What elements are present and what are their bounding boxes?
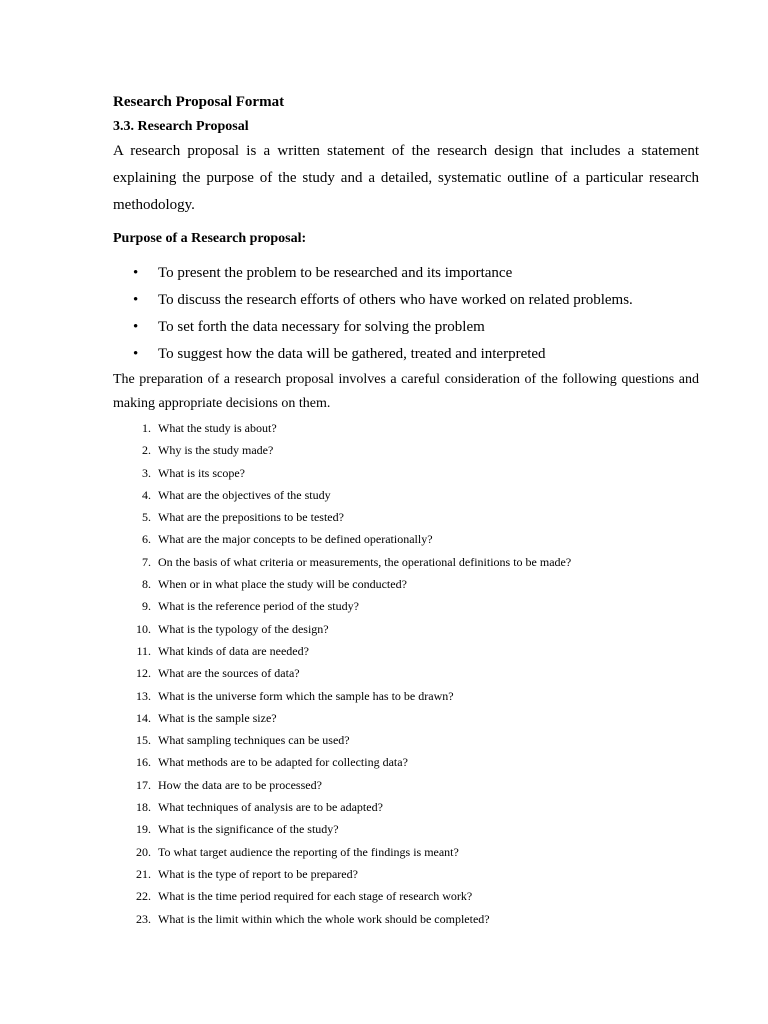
question-number: 12. xyxy=(136,666,151,681)
purpose-text: To present the problem to be researched and its importance xyxy=(158,265,513,281)
questions-list xyxy=(113,417,699,930)
list-item xyxy=(113,528,699,550)
question-text: Why is the study made? xyxy=(158,443,274,458)
list-item xyxy=(113,685,699,707)
list-item xyxy=(113,618,699,640)
question-number: 4. xyxy=(142,487,151,502)
question-number: 14. xyxy=(136,710,151,725)
list-item xyxy=(113,417,699,439)
question-number: 19. xyxy=(136,822,151,837)
list-item xyxy=(113,341,699,368)
list-item xyxy=(113,796,699,818)
purpose-list xyxy=(113,260,699,368)
question-text: What kinds of data are needed? xyxy=(158,643,309,658)
list-item xyxy=(113,863,699,885)
question-number: 9. xyxy=(142,599,151,614)
question-number: 16. xyxy=(136,755,151,770)
list-item xyxy=(113,462,699,484)
list-item xyxy=(113,314,699,341)
question-text: What are the sources of data? xyxy=(158,666,300,681)
question-text: What sampling techniques can be used? xyxy=(158,733,350,748)
purpose-text: To suggest how the data will be gathered, treated and interpreted xyxy=(158,346,546,362)
question-number: 11. xyxy=(136,643,151,658)
bullet-icon: • xyxy=(133,292,139,308)
list-item xyxy=(113,818,699,840)
question-text: When or in what place the study will be conducted? xyxy=(158,577,407,592)
question-number: 2. xyxy=(142,443,151,458)
question-text: What is its scope? xyxy=(158,465,245,480)
purpose-text: To discuss the research efforts of others who have worked on related problems. xyxy=(158,292,633,308)
list-item xyxy=(113,729,699,751)
question-number: 1. xyxy=(142,421,151,435)
question-number: 5. xyxy=(142,510,151,525)
question-text: What methods are to be adapted for collecting data? xyxy=(158,755,408,770)
list-item xyxy=(113,662,699,684)
question-text: On the basis of what criteria or measurements, the operational definitions to be made? xyxy=(158,554,572,569)
question-text: What is the significance of the study? xyxy=(158,822,339,837)
document-page xyxy=(113,92,699,930)
section-heading: 3.3. Research Proposal xyxy=(113,119,249,134)
list-item xyxy=(113,640,699,662)
question-text: What are the objectives of the study xyxy=(158,487,331,502)
list-item xyxy=(113,287,699,314)
question-number: 22. xyxy=(136,889,151,904)
list-item xyxy=(113,484,699,506)
question-text: To what target audience the reporting of the findings is meant? xyxy=(158,844,459,859)
list-item xyxy=(113,260,699,287)
question-text: How the data are to be processed? xyxy=(158,777,322,792)
list-item xyxy=(113,908,699,930)
question-text: What is the typology of the design? xyxy=(158,621,329,636)
list-item xyxy=(113,841,699,863)
question-number: 15. xyxy=(136,733,151,748)
question-number: 3. xyxy=(142,465,151,480)
preparation-paragraph: The preparation of a research proposal involves a careful consideration of the following questions and making appropriate decisions on them. xyxy=(113,372,699,411)
question-number: 21. xyxy=(136,866,151,881)
bullet-icon: • xyxy=(133,319,139,335)
question-text: What the study is about? xyxy=(158,421,277,435)
question-text: What techniques of analysis are to be adapted? xyxy=(158,800,383,815)
question-text: What is the sample size? xyxy=(158,710,277,725)
intro-paragraph: A research proposal is a written statement of the research design that includes a statement explaining the purpose of the study and a detailed, systematic outline of a particular research methodology. xyxy=(113,143,699,213)
list-item xyxy=(113,751,699,773)
bullet-icon: • xyxy=(133,346,139,362)
list-item xyxy=(113,885,699,907)
question-number: 8. xyxy=(142,577,151,592)
question-text: What is the time period required for each stage of research work? xyxy=(158,889,473,904)
purpose-heading: Purpose of a Research proposal: xyxy=(113,231,307,246)
question-number: 17. xyxy=(136,777,151,792)
list-item xyxy=(113,774,699,796)
list-item xyxy=(113,506,699,528)
question-text: What is the universe form which the sample has to be drawn? xyxy=(158,688,454,703)
question-number: 20. xyxy=(136,844,151,859)
question-number: 23. xyxy=(136,911,151,926)
document-title: Research Proposal Format xyxy=(113,94,285,110)
question-number: 7. xyxy=(142,554,151,569)
question-text: What are the prepositions to be tested? xyxy=(158,510,344,525)
list-item xyxy=(113,707,699,729)
list-item xyxy=(113,573,699,595)
question-number: 10. xyxy=(136,621,151,636)
question-text: What is the limit within which the whole work should be completed? xyxy=(158,911,490,926)
bullet-icon: • xyxy=(133,265,139,281)
question-text: What is the reference period of the study? xyxy=(158,599,359,614)
list-item xyxy=(113,595,699,617)
question-text: What are the major concepts to be defined operationally? xyxy=(158,532,433,547)
question-number: 18. xyxy=(136,800,151,815)
question-text: What is the type of report to be prepared? xyxy=(158,866,358,881)
list-item xyxy=(113,439,699,461)
purpose-text: To set forth the data necessary for solving the problem xyxy=(158,319,485,335)
question-number: 13. xyxy=(136,688,151,703)
question-number: 6. xyxy=(142,532,151,547)
list-item xyxy=(113,551,699,573)
